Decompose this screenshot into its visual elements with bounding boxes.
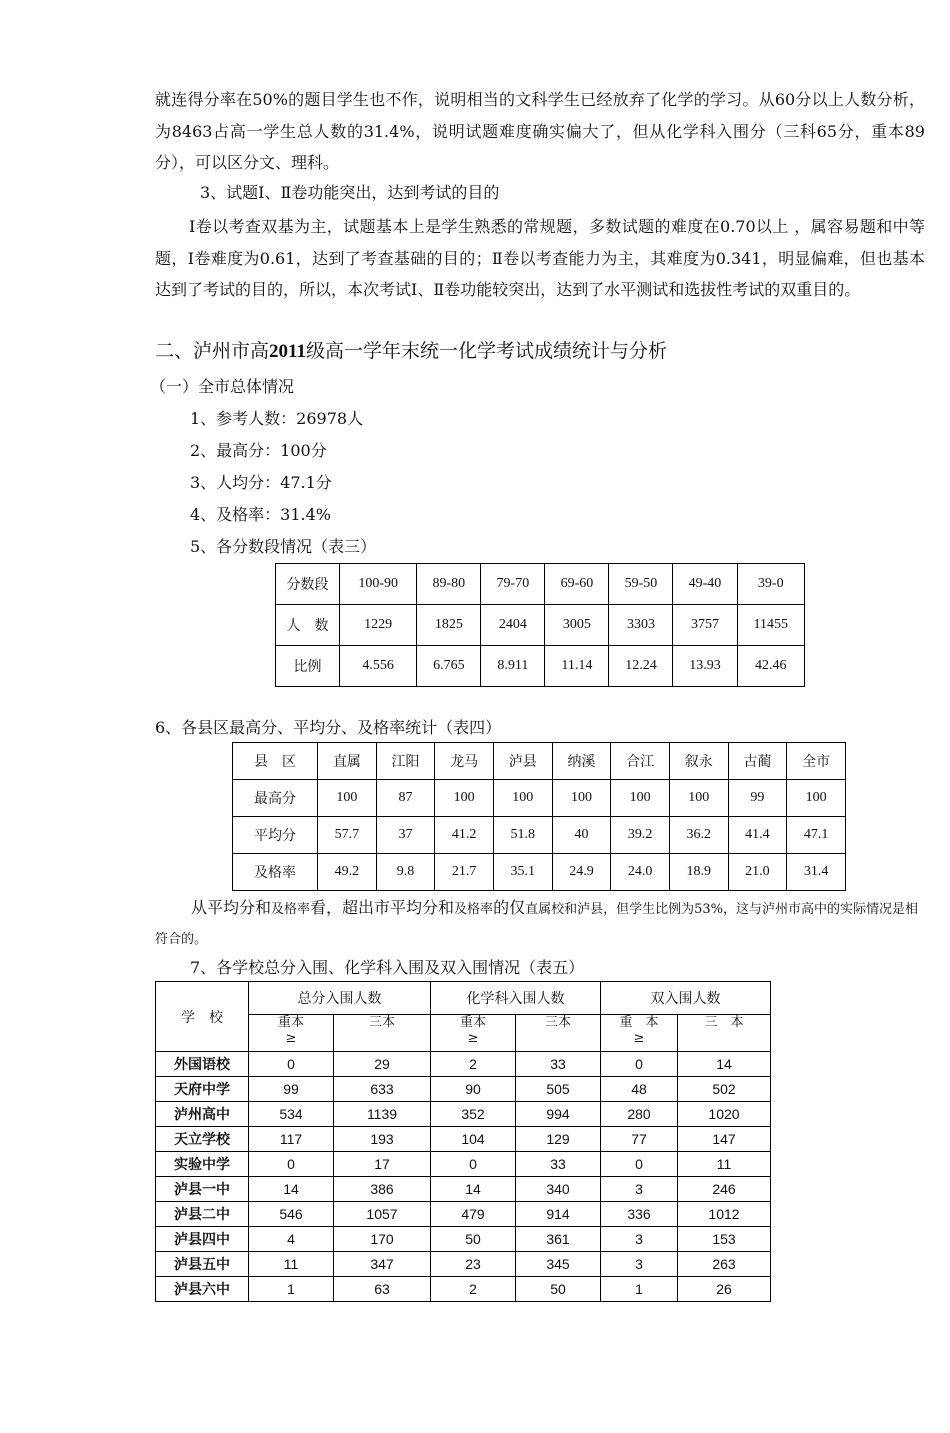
table-cell: 3303 (609, 605, 673, 646)
table-row (156, 1277, 771, 1302)
table-cell: 100 (669, 780, 728, 817)
stat-item: 6、各县区最高分、平均分、及格率统计（表四） (155, 718, 502, 737)
table-cell: 县 区 (233, 743, 318, 780)
table-cell: 11 (249, 1252, 334, 1277)
table-row (156, 1227, 771, 1252)
school-name: 实验中学 (156, 1152, 249, 1177)
table-cell: 100 (493, 780, 552, 817)
table-cell: 147 (678, 1127, 771, 1152)
table-cell: 347 (334, 1252, 431, 1277)
school-name: 外国语校 (156, 1052, 249, 1077)
table-cell: 39.2 (611, 817, 670, 854)
table-row (156, 1252, 771, 1277)
table-cell: 比例 (276, 646, 340, 687)
table-cell: 89-80 (417, 564, 481, 605)
table-cell: 50 (431, 1227, 516, 1252)
school-name: 泸县一中 (156, 1177, 249, 1202)
table-row (156, 982, 771, 1015)
table-cell: 2 (431, 1052, 516, 1077)
table-cell: 90 (431, 1077, 516, 1102)
table-cell: 77 (601, 1127, 678, 1152)
table-cell: 48 (601, 1077, 678, 1102)
table-cell: 79-70 (481, 564, 545, 605)
table-cell: 340 (516, 1177, 601, 1202)
table-cell: 153 (678, 1227, 771, 1252)
table-cell: 1057 (334, 1202, 431, 1227)
table-cell: 13.93 (673, 646, 737, 687)
table-cell: 41.4 (728, 817, 787, 854)
table-row (276, 564, 805, 605)
table-cell: 0 (249, 1152, 334, 1177)
table-cell: 49.2 (318, 854, 377, 891)
table-cell: 3 (601, 1227, 678, 1252)
heading-item3: 3、试题Ⅰ、Ⅱ卷功能突出，达到考试的目的 (200, 183, 500, 202)
table-cell: 50 (516, 1277, 601, 1302)
table-cell: 36.2 (669, 817, 728, 854)
table-cell: 11.14 (545, 646, 609, 687)
table-cell: 纳溪 (552, 743, 611, 780)
table-cell: 100 (611, 780, 670, 817)
table-cell: 古蔺 (728, 743, 787, 780)
table-cell: 57.7 (318, 817, 377, 854)
table-cell: 1 (249, 1277, 334, 1302)
table-row (276, 646, 805, 687)
table-cell: 386 (334, 1177, 431, 1202)
paragraph-district-note: 从平均分和及格率看，超出市平均分和及格率的仅直属校和泸县，但学生比例为53%，这与泸州市高中的实际情况是相符合的。 (155, 898, 918, 947)
table-cell: 14 (431, 1177, 516, 1202)
table-cell: 193 (334, 1127, 431, 1152)
table-cell: 23 (431, 1252, 516, 1277)
table-cell: 100-90 (340, 564, 417, 605)
table-cell: 0 (601, 1152, 678, 1177)
stat-item: 1、参考人数：26978人 (190, 409, 364, 428)
school-name: 泸县四中 (156, 1227, 249, 1252)
stat-item: 4、及格率：31.4% (190, 505, 332, 524)
table-cell: 104 (431, 1127, 516, 1152)
school-name: 泸县六中 (156, 1277, 249, 1302)
table-row (156, 1177, 771, 1202)
table-cell: 21.7 (435, 854, 494, 891)
table-cell: 4.556 (340, 646, 417, 687)
table-cell: 99 (728, 780, 787, 817)
table-row (276, 605, 805, 646)
table-cell: 14 (249, 1177, 334, 1202)
subsection-title: （一）全市总体情况 (150, 377, 295, 396)
table-cell: 502 (678, 1077, 771, 1102)
table-cell: 1229 (340, 605, 417, 646)
table-cell: 51.8 (493, 817, 552, 854)
table-cell: 31.4 (787, 854, 846, 891)
table-cell: 江阳 (376, 743, 435, 780)
table-row (156, 1152, 771, 1177)
table-cell: 39-0 (737, 564, 805, 605)
table-cell: 0 (249, 1052, 334, 1077)
table-cell: 87 (376, 780, 435, 817)
table-cell: 合江 (611, 743, 670, 780)
table-cell: 18.9 (669, 854, 728, 891)
table-subheader-cell: 三 本 (678, 1015, 771, 1052)
table-cell: 2 (431, 1277, 516, 1302)
table-cell: 26 (678, 1277, 771, 1302)
table-cell: 63 (334, 1277, 431, 1302)
table-subheader-cell: 三本 (516, 1015, 601, 1052)
table-cell: 117 (249, 1127, 334, 1152)
table-cell: 1139 (334, 1102, 431, 1127)
table-row (233, 854, 846, 891)
stat-item: 3、人均分：47.1分 (190, 473, 332, 492)
table-row (233, 743, 846, 780)
table-cell: 6.765 (417, 646, 481, 687)
table-cell: 3 (601, 1252, 678, 1277)
table-cell: 21.0 (728, 854, 787, 891)
table-cell: 3 (601, 1177, 678, 1202)
school-name: 天府中学 (156, 1077, 249, 1102)
table-cell: 17 (334, 1152, 431, 1177)
table-row (156, 1202, 771, 1227)
table-cell: 41.2 (435, 817, 494, 854)
section-title: 二、泸州市高2011级高一学年末统一化学考试成绩统计与分析 (155, 340, 667, 362)
paragraph-exam-papers: Ⅰ卷以考查双基为主，试题基本上是学生熟悉的常规题，多数试题的难度在0.70以上 ，属容易题和中等题，Ⅰ卷难度为0.61，达到了考查基础的目的；Ⅱ卷以考查能力为主，其难度为0.341，明显偏难，但也基本达到了考试的目的，所以，本次考试Ⅰ、Ⅱ卷功能较突出，达到了水平测试和选拔性考试的双重目的。 (155, 217, 925, 299)
table-row (156, 1102, 771, 1127)
table-cell: 47.1 (787, 817, 846, 854)
district-stats-table (232, 742, 846, 891)
table-cell: 129 (516, 1127, 601, 1152)
table-cell: 100 (552, 780, 611, 817)
table-cell: 99 (249, 1077, 334, 1102)
stat-item: 2、最高分：100分 (190, 441, 327, 460)
table-cell: 1 (601, 1277, 678, 1302)
table-cell: 人 数 (276, 605, 340, 646)
table-cell: 龙马 (435, 743, 494, 780)
table-cell: 及格率 (233, 854, 318, 891)
table-cell: 100 (787, 780, 846, 817)
table-cell: 11455 (737, 605, 805, 646)
school-name: 天立学校 (156, 1127, 249, 1152)
table-subheader-cell: 重本 ≥ (249, 1015, 334, 1052)
table-cell: 546 (249, 1202, 334, 1227)
table-subheader-cell: 三本 (334, 1015, 431, 1052)
stat-item: 7、各学校总分入围、化学科入围及双入围情况（表五） (190, 958, 585, 977)
table-cell: 361 (516, 1227, 601, 1252)
table-cell: 633 (334, 1077, 431, 1102)
table-cell: 534 (249, 1102, 334, 1127)
table-header-cell: 双入围人数 (601, 982, 771, 1015)
table-cell: 29 (334, 1052, 431, 1077)
table-header-cell: 学 校 (156, 982, 249, 1052)
table-cell: 336 (601, 1202, 678, 1227)
table-cell: 352 (431, 1102, 516, 1127)
table-cell: 3757 (673, 605, 737, 646)
score-range-table (275, 563, 805, 687)
table-cell: 12.24 (609, 646, 673, 687)
table-cell: 全市 (787, 743, 846, 780)
table-cell: 24.0 (611, 854, 670, 891)
table-cell: 505 (516, 1077, 601, 1102)
paragraph-intro: 就连得分率在50%的题目学生也不作，说明相当的文科学生已经放弃了化学的学习。从60分以上人数分析，为8463占高一学生总人数的31.4%，说明试题难度确实偏大了，但从化学科入围分（三科65分，重本89分），可以区分文、理科。 (155, 90, 925, 172)
table-cell: 2404 (481, 605, 545, 646)
table-cell: 1020 (678, 1102, 771, 1127)
school-name: 泸州高中 (156, 1102, 249, 1127)
table-cell: 1825 (417, 605, 481, 646)
table-cell: 24.9 (552, 854, 611, 891)
table-cell: 170 (334, 1227, 431, 1252)
table-header-cell: 总分入围人数 (249, 982, 431, 1015)
table-cell: 8.911 (481, 646, 545, 687)
table-cell: 479 (431, 1202, 516, 1227)
table-row (156, 1077, 771, 1102)
table-cell: 直属 (318, 743, 377, 780)
table-cell: 280 (601, 1102, 678, 1127)
school-admission-table (155, 981, 771, 1302)
table-cell: 35.1 (493, 854, 552, 891)
table-cell: 33 (516, 1152, 601, 1177)
table-cell: 0 (601, 1052, 678, 1077)
table-header-cell: 化学科入围人数 (431, 982, 601, 1015)
table-cell: 3005 (545, 605, 609, 646)
table-cell: 40 (552, 817, 611, 854)
table-cell: 1012 (678, 1202, 771, 1227)
table-cell: 分数段 (276, 564, 340, 605)
table-cell: 叙永 (669, 743, 728, 780)
table-cell: 最高分 (233, 780, 318, 817)
table-cell: 14 (678, 1052, 771, 1077)
table-cell: 59-50 (609, 564, 673, 605)
table-cell: 4 (249, 1227, 334, 1252)
table-cell: 49-40 (673, 564, 737, 605)
table-cell: 263 (678, 1252, 771, 1277)
table-row (156, 1015, 771, 1052)
table-cell: 11 (678, 1152, 771, 1177)
table-cell: 泸县 (493, 743, 552, 780)
stat-item: 5、各分数段情况（表三） (190, 537, 377, 556)
table-row (156, 1052, 771, 1077)
table-cell: 994 (516, 1102, 601, 1127)
school-name: 泸县二中 (156, 1202, 249, 1227)
table-subheader-cell: 重 本 ≥ (601, 1015, 678, 1052)
table-cell: 33 (516, 1052, 601, 1077)
table-cell: 100 (318, 780, 377, 817)
table-cell: 0 (431, 1152, 516, 1177)
table-cell: 平均分 (233, 817, 318, 854)
school-name: 泸县五中 (156, 1252, 249, 1277)
table-cell: 42.46 (737, 646, 805, 687)
table-cell: 345 (516, 1252, 601, 1277)
table-cell: 914 (516, 1202, 601, 1227)
table-row (156, 1127, 771, 1152)
table-subheader-cell: 重本 ≥ (431, 1015, 516, 1052)
table-cell: 100 (435, 780, 494, 817)
table-cell: 37 (376, 817, 435, 854)
table-row (233, 817, 846, 854)
table-cell: 69-60 (545, 564, 609, 605)
table-row (233, 780, 846, 817)
table-cell: 9.8 (376, 854, 435, 891)
table-cell: 246 (678, 1177, 771, 1202)
